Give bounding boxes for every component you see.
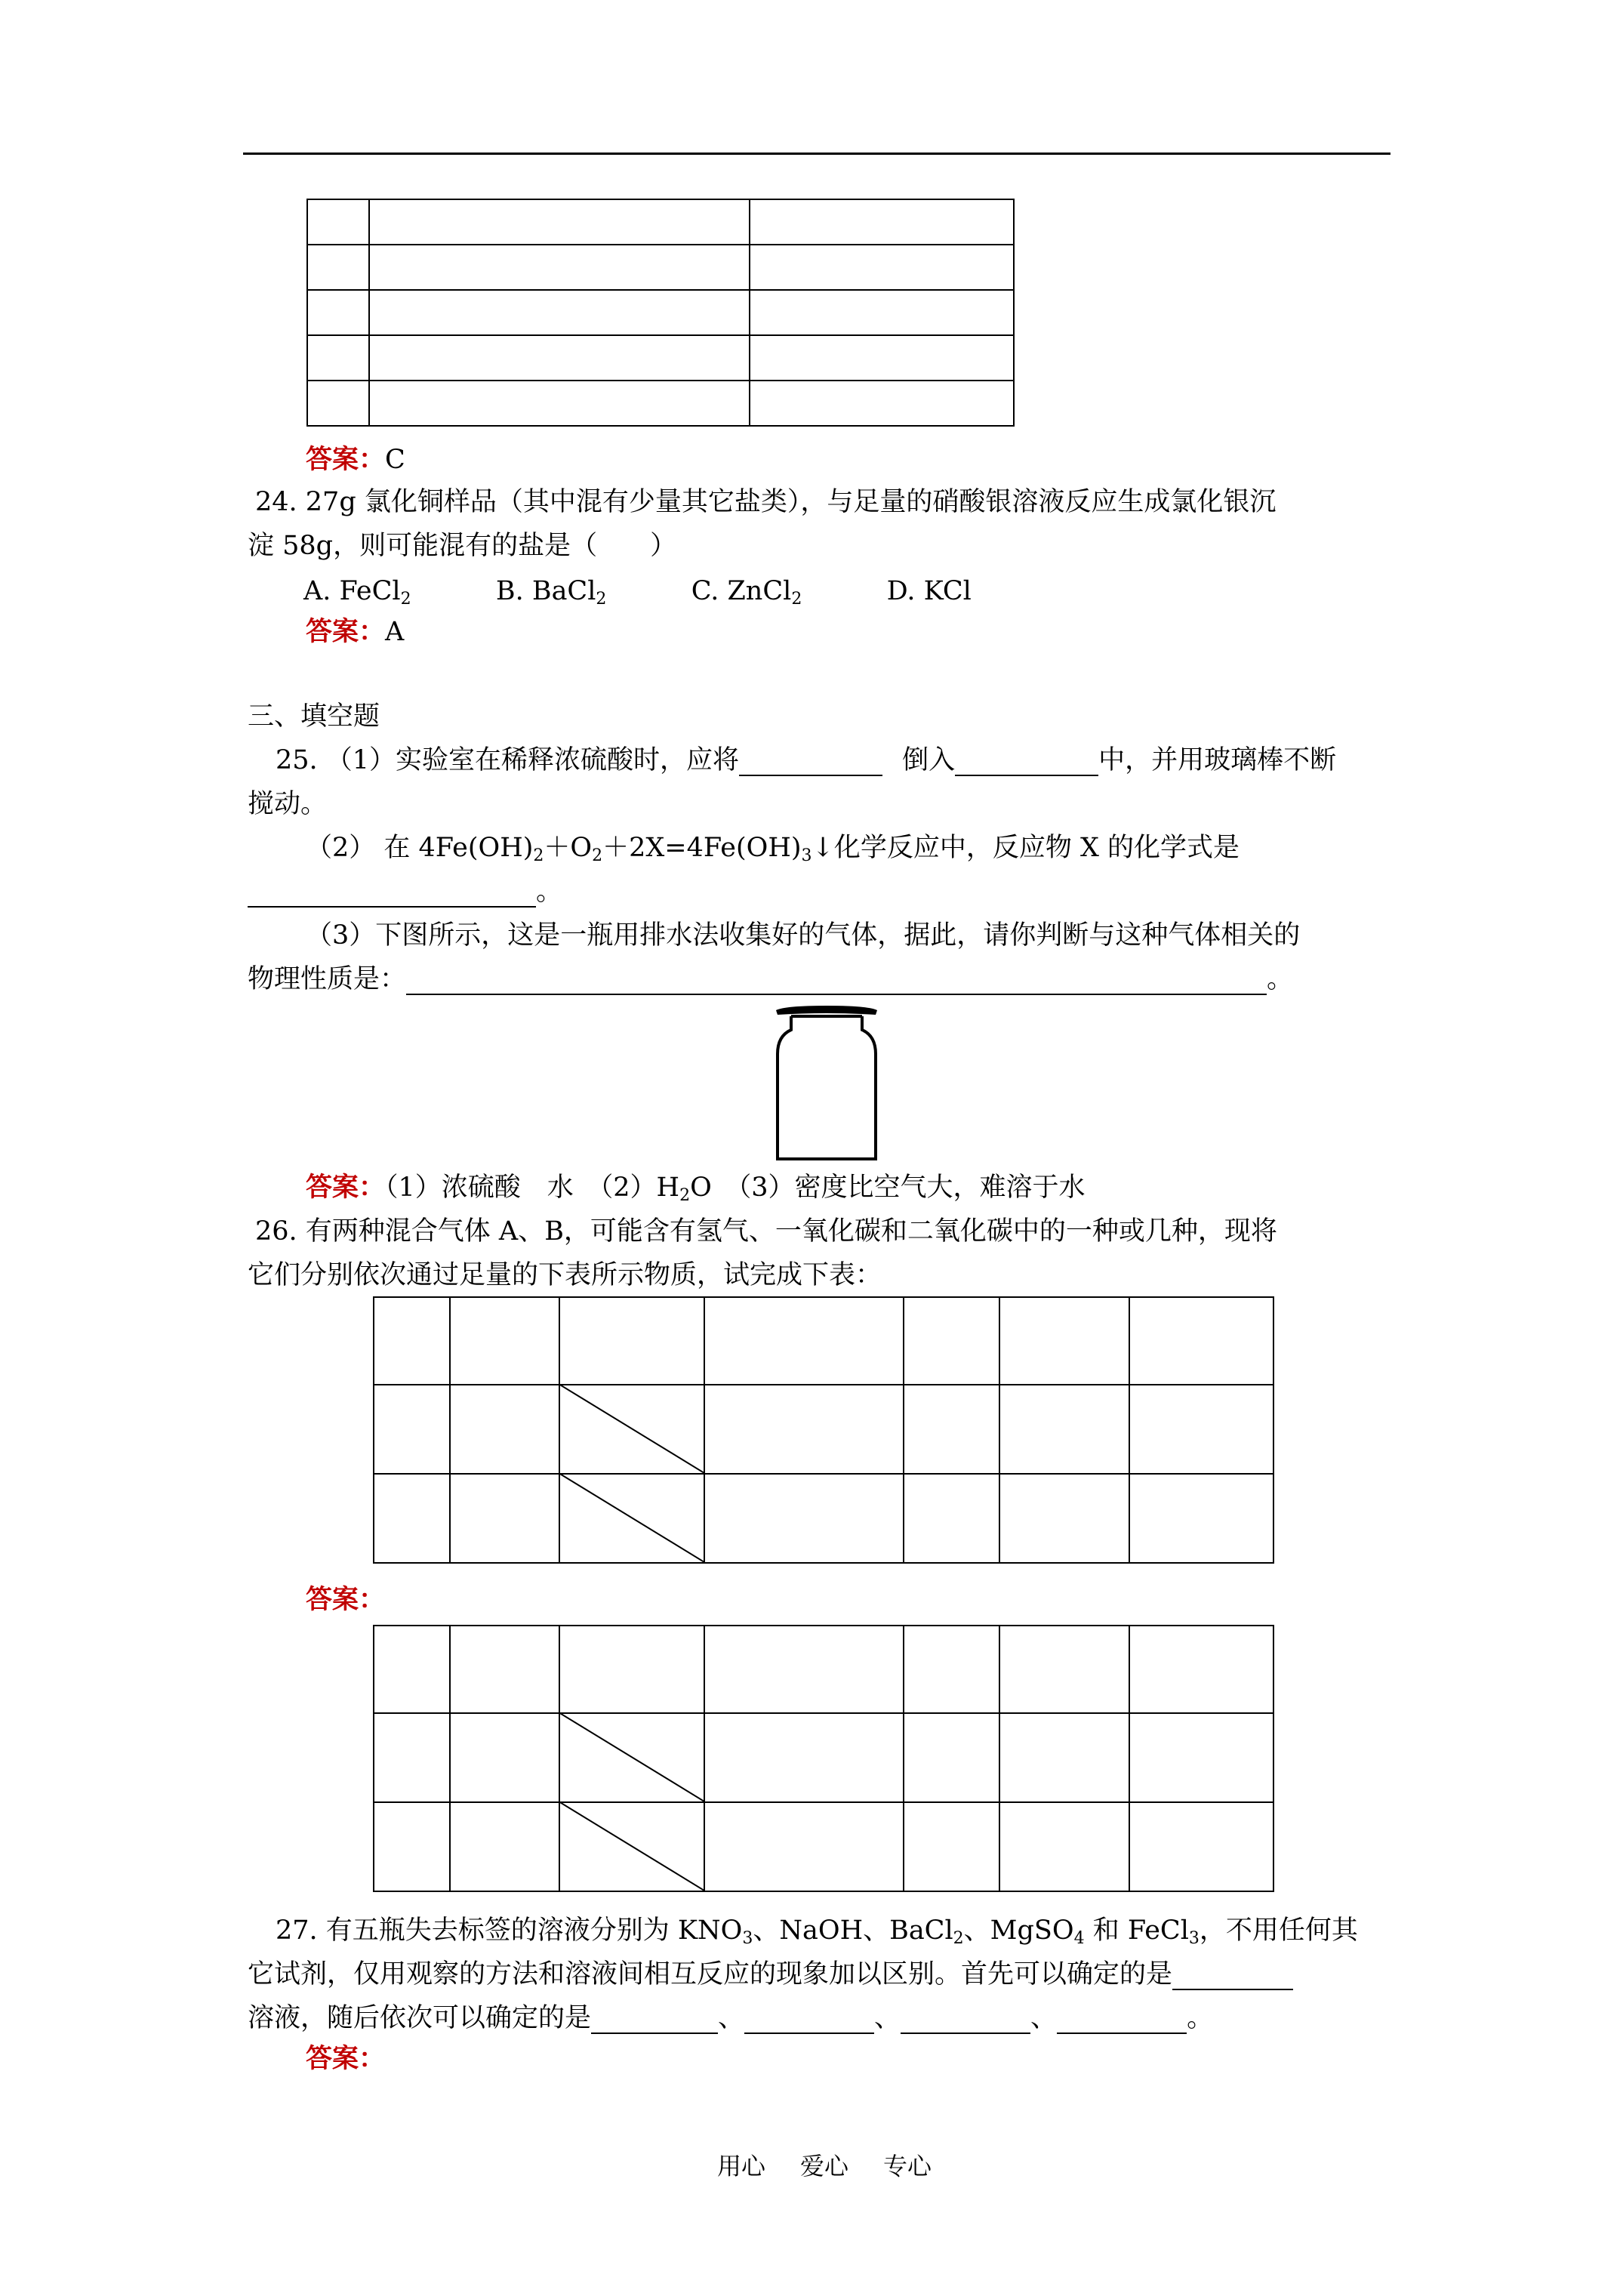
- header-rule: [243, 153, 1390, 155]
- q26-diagonal-lines: [559, 1384, 704, 1562]
- table-row: [307, 381, 1014, 426]
- q27-line3: 溶液，随后依次可以确定的是 、 、 、 。: [248, 2003, 1214, 2033]
- table-row: [307, 245, 1014, 290]
- blank-field: [406, 968, 1267, 995]
- q25-line1: 25. （1）实验室在稀释浓硫酸时，应将 倒入 中，并用玻璃棒不断: [276, 745, 1337, 775]
- table-row: [374, 1802, 1273, 1891]
- blank-field: [955, 749, 1098, 776]
- table-row: [374, 1385, 1273, 1474]
- option-d: D. KCl: [886, 576, 972, 606]
- q24-answer: 答案：A: [306, 616, 405, 647]
- option-c: C. ZnCl$_2$: [691, 576, 802, 609]
- blank-field: [744, 2007, 874, 2034]
- q27-line2: 它试剂，仅用观察的方法和溶液间相互反应的现象加以区别。首先可以确定的是: [248, 1959, 1293, 1990]
- gas-bottle-figure: [770, 1004, 883, 1163]
- q26-line1: 26. 有两种混合气体 A、B，可能含有氢气、一氧化碳和二氧化碳中的一种或几种，现将: [255, 1216, 1277, 1247]
- q25-line6: 物理性质是： 。: [248, 964, 1294, 994]
- answer-value: C: [385, 445, 405, 475]
- blank-field: [591, 2007, 718, 2034]
- q23-answer: [306, 444, 405, 476]
- table-row: [374, 1474, 1273, 1563]
- table-row: [307, 290, 1014, 335]
- blank-field: [1172, 1963, 1293, 1990]
- q26-line2: 它们分别依次通过足量的下表所示物质，试完成下表：: [248, 1260, 882, 1290]
- q25-line5: （3）下图所示，这是一瓶用排水法收集好的气体，据此，请你判断与这种气体相关的: [306, 920, 1301, 951]
- section-title: 三、填空题: [248, 701, 380, 732]
- q25-line4: 。: [248, 876, 562, 908]
- q25-line2: 搅动。: [248, 789, 328, 819]
- footer: 用心 爱心 专心: [717, 2152, 932, 2180]
- q25-line3: （2） 在 $4Fe(OH)_2+O_2+2X=4Fe(OH)_3↓$化学反应中，反应物 X 的化学式是: [306, 833, 1240, 865]
- table-row: [374, 1713, 1273, 1802]
- q26-table: [373, 1296, 1274, 1564]
- q24-line2: 淀 58g，则可能混有的盐是（ ）: [248, 531, 677, 561]
- blank-field: [248, 880, 536, 908]
- q26-answer-table: [373, 1625, 1274, 1892]
- table-row: [374, 1626, 1273, 1713]
- q26-answer-diagonal-lines: [559, 1712, 704, 1891]
- table-row: [307, 335, 1014, 381]
- answer-label: 答案：: [306, 444, 386, 475]
- table-row: [307, 199, 1014, 245]
- blank-field: [739, 749, 882, 776]
- blank-field: [1057, 2007, 1187, 2034]
- table-row: [374, 1297, 1273, 1385]
- q26-answer: 答案：: [306, 1584, 386, 1615]
- q27-answer: 答案：: [306, 2043, 386, 2074]
- q24-options: [303, 575, 972, 607]
- q27-line1: 27. 有五瓶失去标签的溶液分别为 $KNO_3$、NaOH、BaCl$_2$、MgSO$_4$ 和 FeCl$_3$，不用任何其: [276, 1915, 1358, 1948]
- q25-answer: 答案：（1）浓硫酸 水 $(2)H_2O$ （3）密度比空气大，难溶于水: [306, 1172, 1086, 1205]
- q24-line1: 24. 27g 氯化铜样品（其中混有少量其它盐类），与足量的硝酸银溶液反应生成氯化银沉: [255, 487, 1277, 517]
- blank-field: [901, 2007, 1030, 2034]
- option-b: B. BaCl$_2$: [495, 576, 607, 609]
- q23-table: [306, 199, 1015, 427]
- option-a: A. FeCl$_2$: [303, 576, 411, 609]
